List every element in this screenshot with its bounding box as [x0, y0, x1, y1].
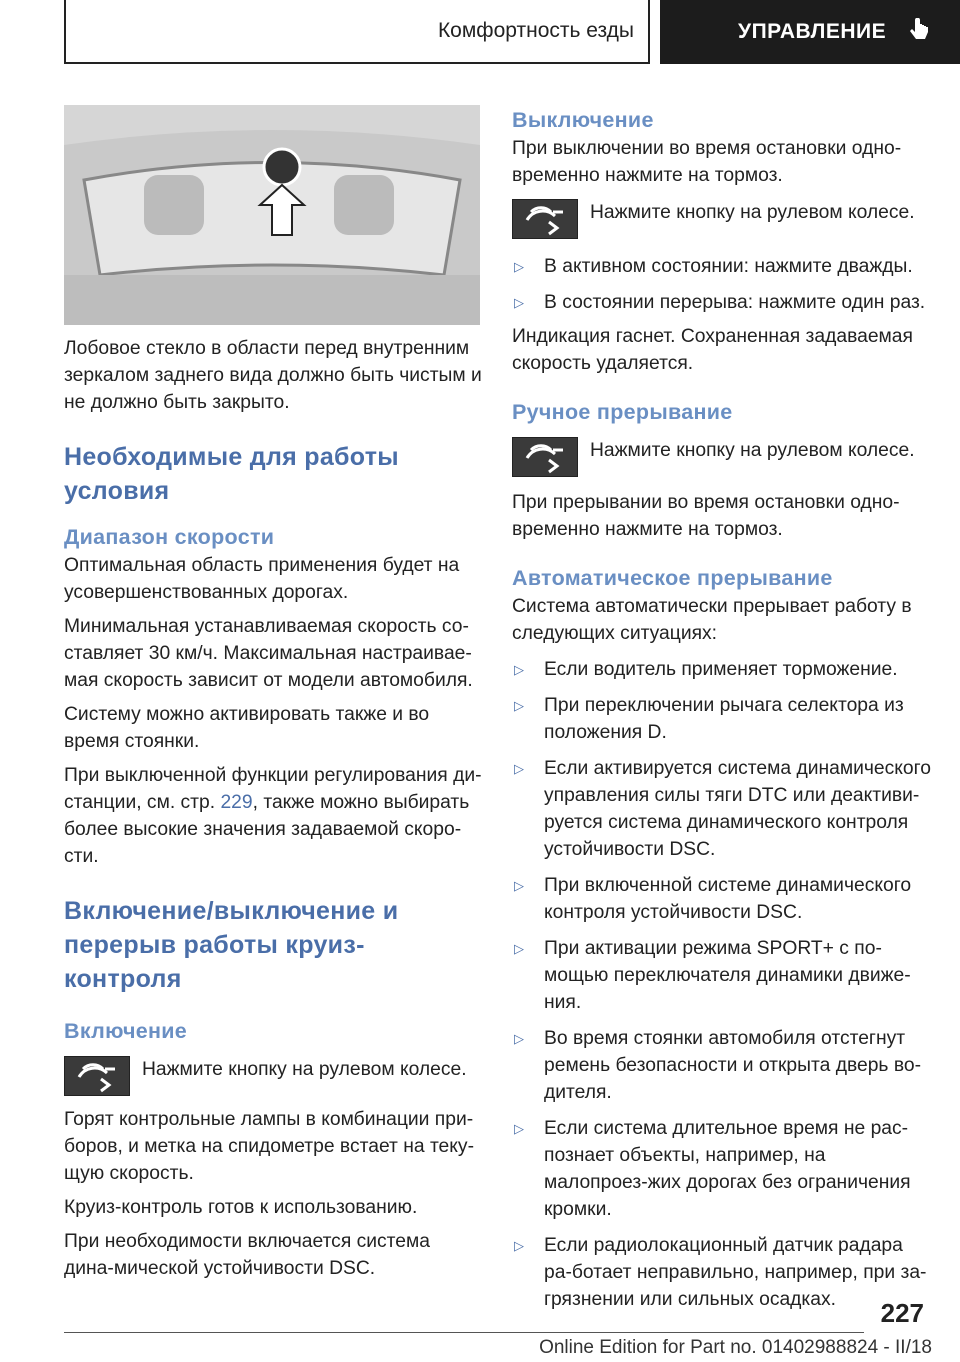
- right-column: [512, 105, 932, 1313]
- triangle-bullet-icon: ▷: [514, 259, 524, 274]
- header-section-title: Комфортность езды: [437, 19, 634, 42]
- list-item: [512, 1232, 932, 1313]
- windshield-illustration: [64, 105, 480, 325]
- triangle-bullet-icon: ▷: [514, 878, 524, 893]
- page-link[interactable]: 229: [220, 792, 253, 813]
- paragraph: При необходимости включается система дина-мической устойчивости DSC.: [64, 1231, 430, 1279]
- paragraph: Систему можно активировать также и во время стоянки.: [64, 704, 430, 752]
- hand-pointer-icon: [908, 18, 932, 46]
- heading-onoff: Включение/выключение и перерыв работы круиз-контроля: [64, 897, 399, 993]
- list-item-text: Если водитель применяет торможение.: [544, 659, 898, 680]
- list-item: [512, 656, 932, 683]
- header-section: [64, 0, 650, 64]
- heading-auto: Автоматическое прерывание: [512, 566, 833, 590]
- heading-on: Включение: [64, 1019, 188, 1043]
- triangle-bullet-icon: ▷: [514, 941, 524, 956]
- page-number: 227: [880, 1298, 924, 1328]
- windshield-photo: [64, 105, 480, 325]
- button-instruction: [512, 437, 932, 477]
- heading-manual: Ручное прерывание: [512, 400, 733, 424]
- paragraph: Минимальная устанавливаемая скорость со-ставляет 30 км/ч. Максимальная настраивае-мая скорость зависит от модели автомобиля.: [64, 616, 473, 691]
- button-instruction-text: Нажмите кнопку на рулевом колесе.: [590, 440, 915, 461]
- triangle-bullet-icon: ▷: [514, 1031, 524, 1046]
- list-item: [512, 935, 932, 1016]
- left-column: [64, 105, 482, 1282]
- button-instruction-text: Нажмите кнопку на рулевом колесе.: [590, 202, 915, 223]
- triangle-bullet-icon: ▷: [514, 1121, 524, 1136]
- list-item: [512, 692, 932, 746]
- triangle-bullet-icon: ▷: [514, 761, 524, 776]
- button-instruction: [512, 199, 932, 239]
- paragraph: Индикация гаснет. Сохраненная задаваемая скорость удаляется.: [512, 326, 913, 374]
- paragraph-with-link: [64, 762, 482, 870]
- button-instruction-text: Нажмите кнопку на рулевом колесе.: [142, 1059, 467, 1080]
- list-item: [512, 289, 932, 316]
- list-item: [512, 1025, 932, 1106]
- footer-divider: [64, 1332, 864, 1333]
- paragraph-text: , также можно выбирать более высокие значения задаваемой скоро-сти.: [64, 792, 470, 867]
- triangle-bullet-icon: ▷: [514, 698, 524, 713]
- list-item-text: Если система длительное время не рас-познает объекты, например, на малопроез-жих дорогах без ограничения кромки.: [544, 1118, 911, 1220]
- paragraph: Система автоматически прерывает работу в следующих ситуациях:: [512, 596, 912, 644]
- heading-speed-range: Диапазон скорости: [64, 525, 275, 549]
- list-item-text: В активном состоянии: нажмите дважды.: [544, 256, 913, 277]
- triangle-bullet-icon: ▷: [514, 295, 524, 310]
- button-instruction: [64, 1056, 482, 1096]
- list-item-text: Если радиолокационный датчик радара ра-ботает неправильно, например, при за-грязнении или сильных осадках.: [544, 1235, 927, 1310]
- list-item-text: В состоянии перерыва: нажмите один раз.: [544, 292, 926, 313]
- triangle-bullet-icon: ▷: [514, 1238, 524, 1253]
- list-item-text: Во время стоянки автомобиля отстегнут ремень безопасности и открыта дверь во-дителя.: [544, 1028, 921, 1103]
- triangle-bullet-icon: ▷: [514, 662, 524, 677]
- paragraph: Оптимальная область применения будет на усовершенствованных дорогах.: [64, 555, 460, 603]
- header-chapter: [660, 0, 960, 64]
- auto-interrupt-list: [512, 656, 932, 1313]
- paragraph-text: При выключенной функции регулирования ди-станции, см. стр.: [64, 765, 482, 813]
- footer-edition: Online Edition for Part no. 01402988824 - II/18: [539, 1337, 932, 1358]
- list-item: [512, 872, 932, 926]
- cruise-control-button-icon: [512, 437, 578, 477]
- paragraph: Горят контрольные лампы в комбинации при-боров, и метка на спидометре встает на теку-щую скорость.: [64, 1109, 474, 1184]
- header-chapter-title: УПРАВЛЕНИЕ: [738, 20, 887, 43]
- list-item: [512, 755, 932, 863]
- paragraph: При выключении во время остановки одно-временно нажмите на тормоз.: [512, 138, 902, 186]
- list-item-text: При переключении рычага селектора из положения D.: [544, 695, 904, 743]
- list-item-text: При активации режима SPORT+ с по-мощью переключателя динамики движе-ния.: [544, 938, 911, 1013]
- photo-caption: Лобовое стекло в области перед внутренним зеркалом заднего вида должно быть чистым и не должно быть закрыто.: [64, 338, 482, 413]
- cruise-control-button-icon: [512, 199, 578, 239]
- list-item-text: Если активируется система динамического управления силы тяги DTC или деактиви-руется система динамического контроля устойчивости DSC.: [544, 758, 931, 860]
- paragraph: Круиз-контроль готов к использованию.: [64, 1197, 418, 1218]
- list-item: [512, 253, 932, 280]
- list-item-text: При включенной системе динамического контроля устойчивости DSC.: [544, 875, 912, 923]
- heading-conditions: Необходимые для работы условия: [64, 443, 399, 505]
- cruise-control-button-icon: [64, 1056, 130, 1096]
- heading-off: Выключение: [512, 108, 654, 132]
- list-item: [512, 1115, 932, 1223]
- paragraph: При прерывании во время остановки одно-временно нажмите на тормоз.: [512, 492, 900, 540]
